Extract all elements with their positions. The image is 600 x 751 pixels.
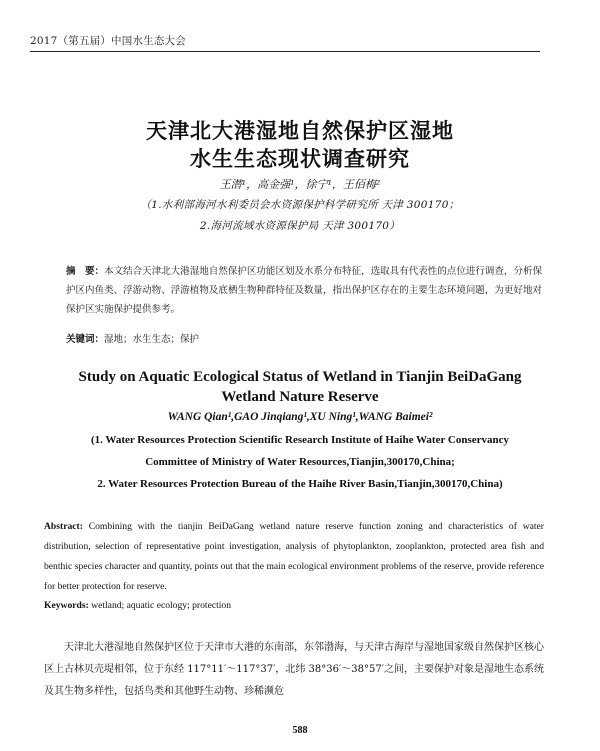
keywords-en-text: wetland; aquatic ecology; protection [88,600,232,611]
running-header [30,33,540,52]
abstract-en-text: Combining with the tianjin BeiDaGang wetland nature reserve function zoning and characteristics of water distribution, selection of representative point investigation, analysis of phytoplankton, zooplankton, protected area fish and benthic species character and quantity, points out that the main ecological environment problems of the reserve, provide reference for better protection for reserve. [44,521,544,592]
page-number: 588 [292,725,308,736]
running-title: 2017（第五届）中国水生态大会 [30,35,186,47]
body-paragraph: 天津北大港湿地自然保护区位于天津市大港的东南部，东邻渤海，与天津古海岸与湿地国家级自然保护区核心区上古林贝壳堤相邻，位于东经 117°11′～117°37′，北纬 38°36′～38°57′之间，主要保护对象是湿地生态系统及其生物多样性，包括鸟类和其他野生动物、珍稀濒危 [44,642,544,697]
keywords-cn-text: 湿地；水生生态；保护 [104,334,200,345]
affiliation-cn-line2: 2.海河流域水资源保护局 天津 300170） [199,220,401,232]
affiliation-en-line2: Committee of Ministry of Water Resources,Tianjin,300170,China; [145,456,455,468]
title-en-line1: Study on Aquatic Ecological Status of Wetland in Tianjin BeiDaGang [78,369,522,385]
keywords-en-label: Keywords: [44,600,89,611]
abstract-cn-text: 本文结合天津北大港湿地自然保护区功能区划及水系分布特征，选取具有代表性的点位进行调查，分析保护区内鱼类、浮游动物、浮游植物及底栖生物种群特征及数量，指出保护区存在的主要生态环境问题，为更好地对保护区实施保护提供参考。 [66,266,542,315]
keywords-cn-label: 关键词： [66,334,105,345]
abstract-en-label: Abstract: [44,521,83,532]
abstract-cn [66,262,542,319]
title-cn-line2: 水生生态现状调查研究 [190,146,410,171]
abstract-en [44,517,544,597]
affiliation-cn-line1: （1.水利部海河水利委员会水资源保护科学研究所 天津 300170； [140,199,460,211]
authors-cn: 王潜¹，高金强¹，徐宁¹，王佰梅² [219,178,381,191]
keywords-cn [66,331,542,345]
affiliation-en-line3: 2. Water Resources Protection Bureau of the Haihe River Basin,Tianjin,300170,China) [97,478,503,490]
authors-en: WANG Qian¹,GAO Jinqiang¹,XU Ning¹,WANG Baimei² [167,411,433,423]
title-cn-line1: 天津北大港湿地自然保护区湿地 [146,118,454,143]
keywords-en [44,600,544,611]
title-en-line2: Wetland Nature Reserve [221,389,379,405]
abstract-cn-label: 摘 要： [66,266,105,277]
affiliation-en-line1: (1. Water Resources Protection Scientific Research Institute of Haihe Water Conservancy [90,434,510,446]
